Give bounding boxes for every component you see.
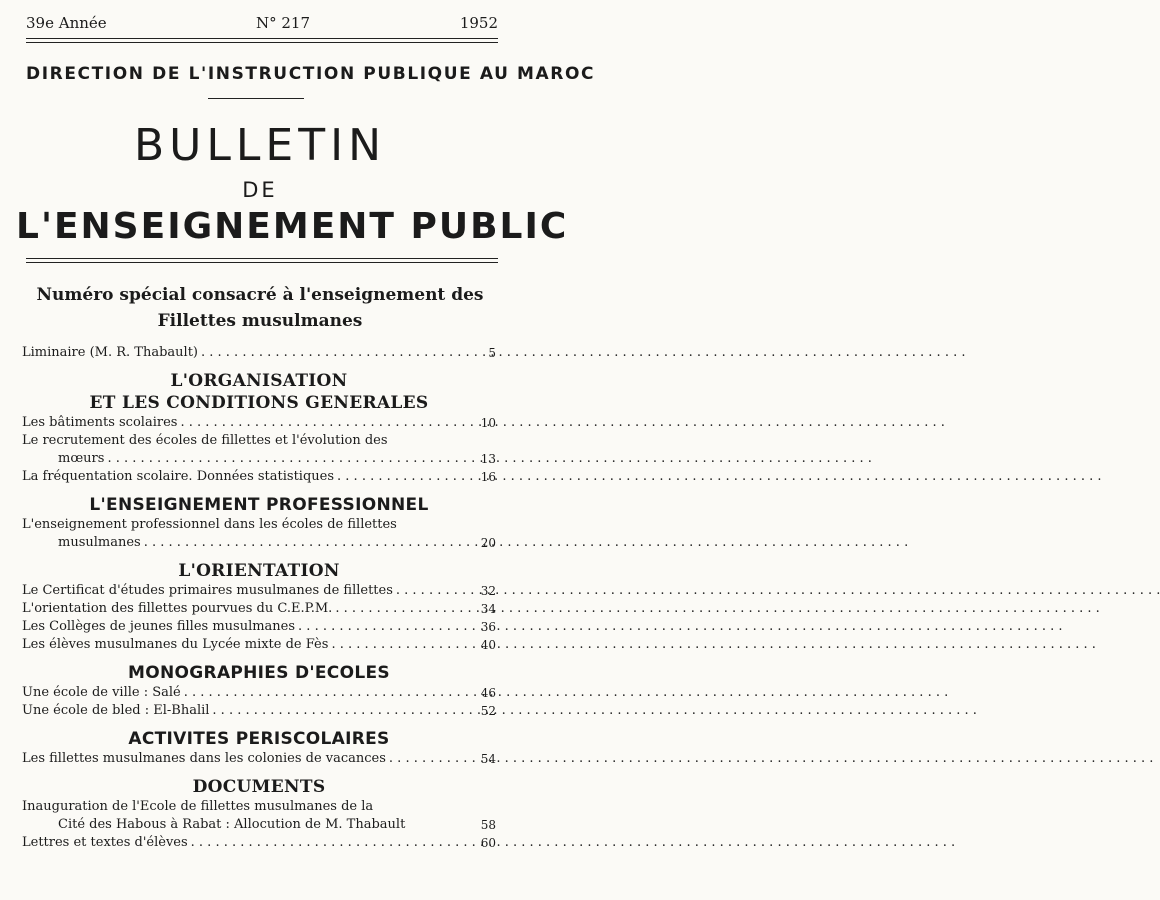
page-number: 46 bbox=[480, 686, 496, 700]
toc-entry-liminaire[interactable]: Liminaire (M. R. Thabault) . . . 5 bbox=[22, 344, 496, 362]
page-number: 13 bbox=[480, 452, 496, 466]
table-of-contents bbox=[22, 344, 496, 852]
toc-entry-certificat[interactable]: Le Certificat d'études primaires musulmanes de fillettes . . . 32 bbox=[22, 582, 496, 600]
toc-entry-colonies[interactable]: Les fillettes musulmanes dans les colonies de vacances . . . 54 bbox=[22, 750, 496, 768]
toc-entry-inauguration[interactable]: Inauguration de l'Ecole de fillettes musulmanes de la Cité des Habous à Rabat : Allocution de M. Thabault 58 bbox=[22, 799, 496, 832]
toc-entry-colleges[interactable]: Les Collèges de jeunes filles musulmanes . . . 36 bbox=[22, 618, 496, 636]
title-rule-bottom bbox=[26, 262, 498, 263]
page-number: 54 bbox=[480, 752, 496, 766]
section-heading-periscolaires: ACTIVITES PERISCOLAIRES bbox=[128, 729, 390, 749]
issue-header bbox=[26, 14, 498, 36]
toc-entry-enseignement-professionnel[interactable]: L'enseignement professionnel dans les écoles de fillettes musulmanes . . . 20 bbox=[22, 516, 496, 552]
section-heading-documents: DOCUMENTS bbox=[192, 777, 326, 797]
page-number: 32 bbox=[480, 584, 496, 598]
title-line-1: BULLETIN bbox=[134, 120, 386, 171]
toc-entry-ecole-bled[interactable]: Une école de bled : El-Bhalil . . . 52 bbox=[22, 702, 496, 720]
issue-year: 1952 bbox=[459, 14, 498, 32]
page-number: 10 bbox=[480, 416, 496, 430]
page-number: 40 bbox=[480, 638, 496, 652]
year-label: 39e Année bbox=[26, 14, 107, 32]
toc-entry-recrutement[interactable]: Le recrutement des écoles de fillettes et l'évolution des mœurs . . . 13 bbox=[22, 432, 496, 468]
page-number: 34 bbox=[480, 602, 496, 616]
page-number: 58 bbox=[480, 818, 496, 832]
title-rule-top bbox=[26, 258, 498, 259]
toc-entry-batiments[interactable]: Les bâtiments scolaires . . . 10 bbox=[22, 414, 496, 432]
special-issue-note: Numéro spécial consacré à l'enseignement des Fillettes musulmanes bbox=[36, 285, 484, 331]
section-heading-professionnel: L'ENSEIGNEMENT PROFESSIONNEL bbox=[89, 495, 429, 515]
page-number: 60 bbox=[480, 836, 496, 850]
title-line-2: DE bbox=[242, 178, 278, 202]
publisher-direction: DIRECTION DE L'INSTRUCTION PUBLIQUE AU MAROC bbox=[26, 64, 596, 84]
section-heading-orientation: L'ORIENTATION bbox=[178, 561, 340, 581]
section-heading-monographies: MONOGRAPHIES D'ECOLES bbox=[128, 663, 390, 683]
header-rule-top bbox=[26, 38, 498, 39]
page-number: 16 bbox=[480, 470, 496, 484]
header-rule-bottom bbox=[26, 42, 498, 43]
toc-entry-lycee-fes[interactable]: Les élèves musulmanes du Lycée mixte de Fès . . . 40 bbox=[22, 636, 496, 654]
page-number: 52 bbox=[480, 704, 496, 718]
section-heading-organisation: L'ORGANISATION bbox=[170, 371, 348, 391]
toc-entry-frequentation[interactable]: La fréquentation scolaire. Données statistiques . . . 16 bbox=[22, 468, 496, 486]
title-line-3: L'ENSEIGNEMENT PUBLIC bbox=[16, 206, 569, 247]
page-number: 20 bbox=[480, 536, 496, 550]
toc-entry-lettres[interactable]: Lettres et textes d'élèves . . . 60 bbox=[22, 834, 496, 852]
section-heading-conditions: ET LES CONDITIONS GENERALES bbox=[89, 393, 429, 413]
issue-number: N° 217 bbox=[256, 14, 311, 32]
page-number: 36 bbox=[480, 620, 496, 634]
toc-entry-ecole-ville[interactable]: Une école de ville : Salé . . . 46 bbox=[22, 684, 496, 702]
toc-entry-orientation-cepm[interactable]: L'orientation des fillettes pourvues du C.E.P.M. . . . 34 bbox=[22, 600, 496, 618]
short-divider bbox=[208, 98, 304, 99]
page-number: 5 bbox=[488, 346, 496, 360]
